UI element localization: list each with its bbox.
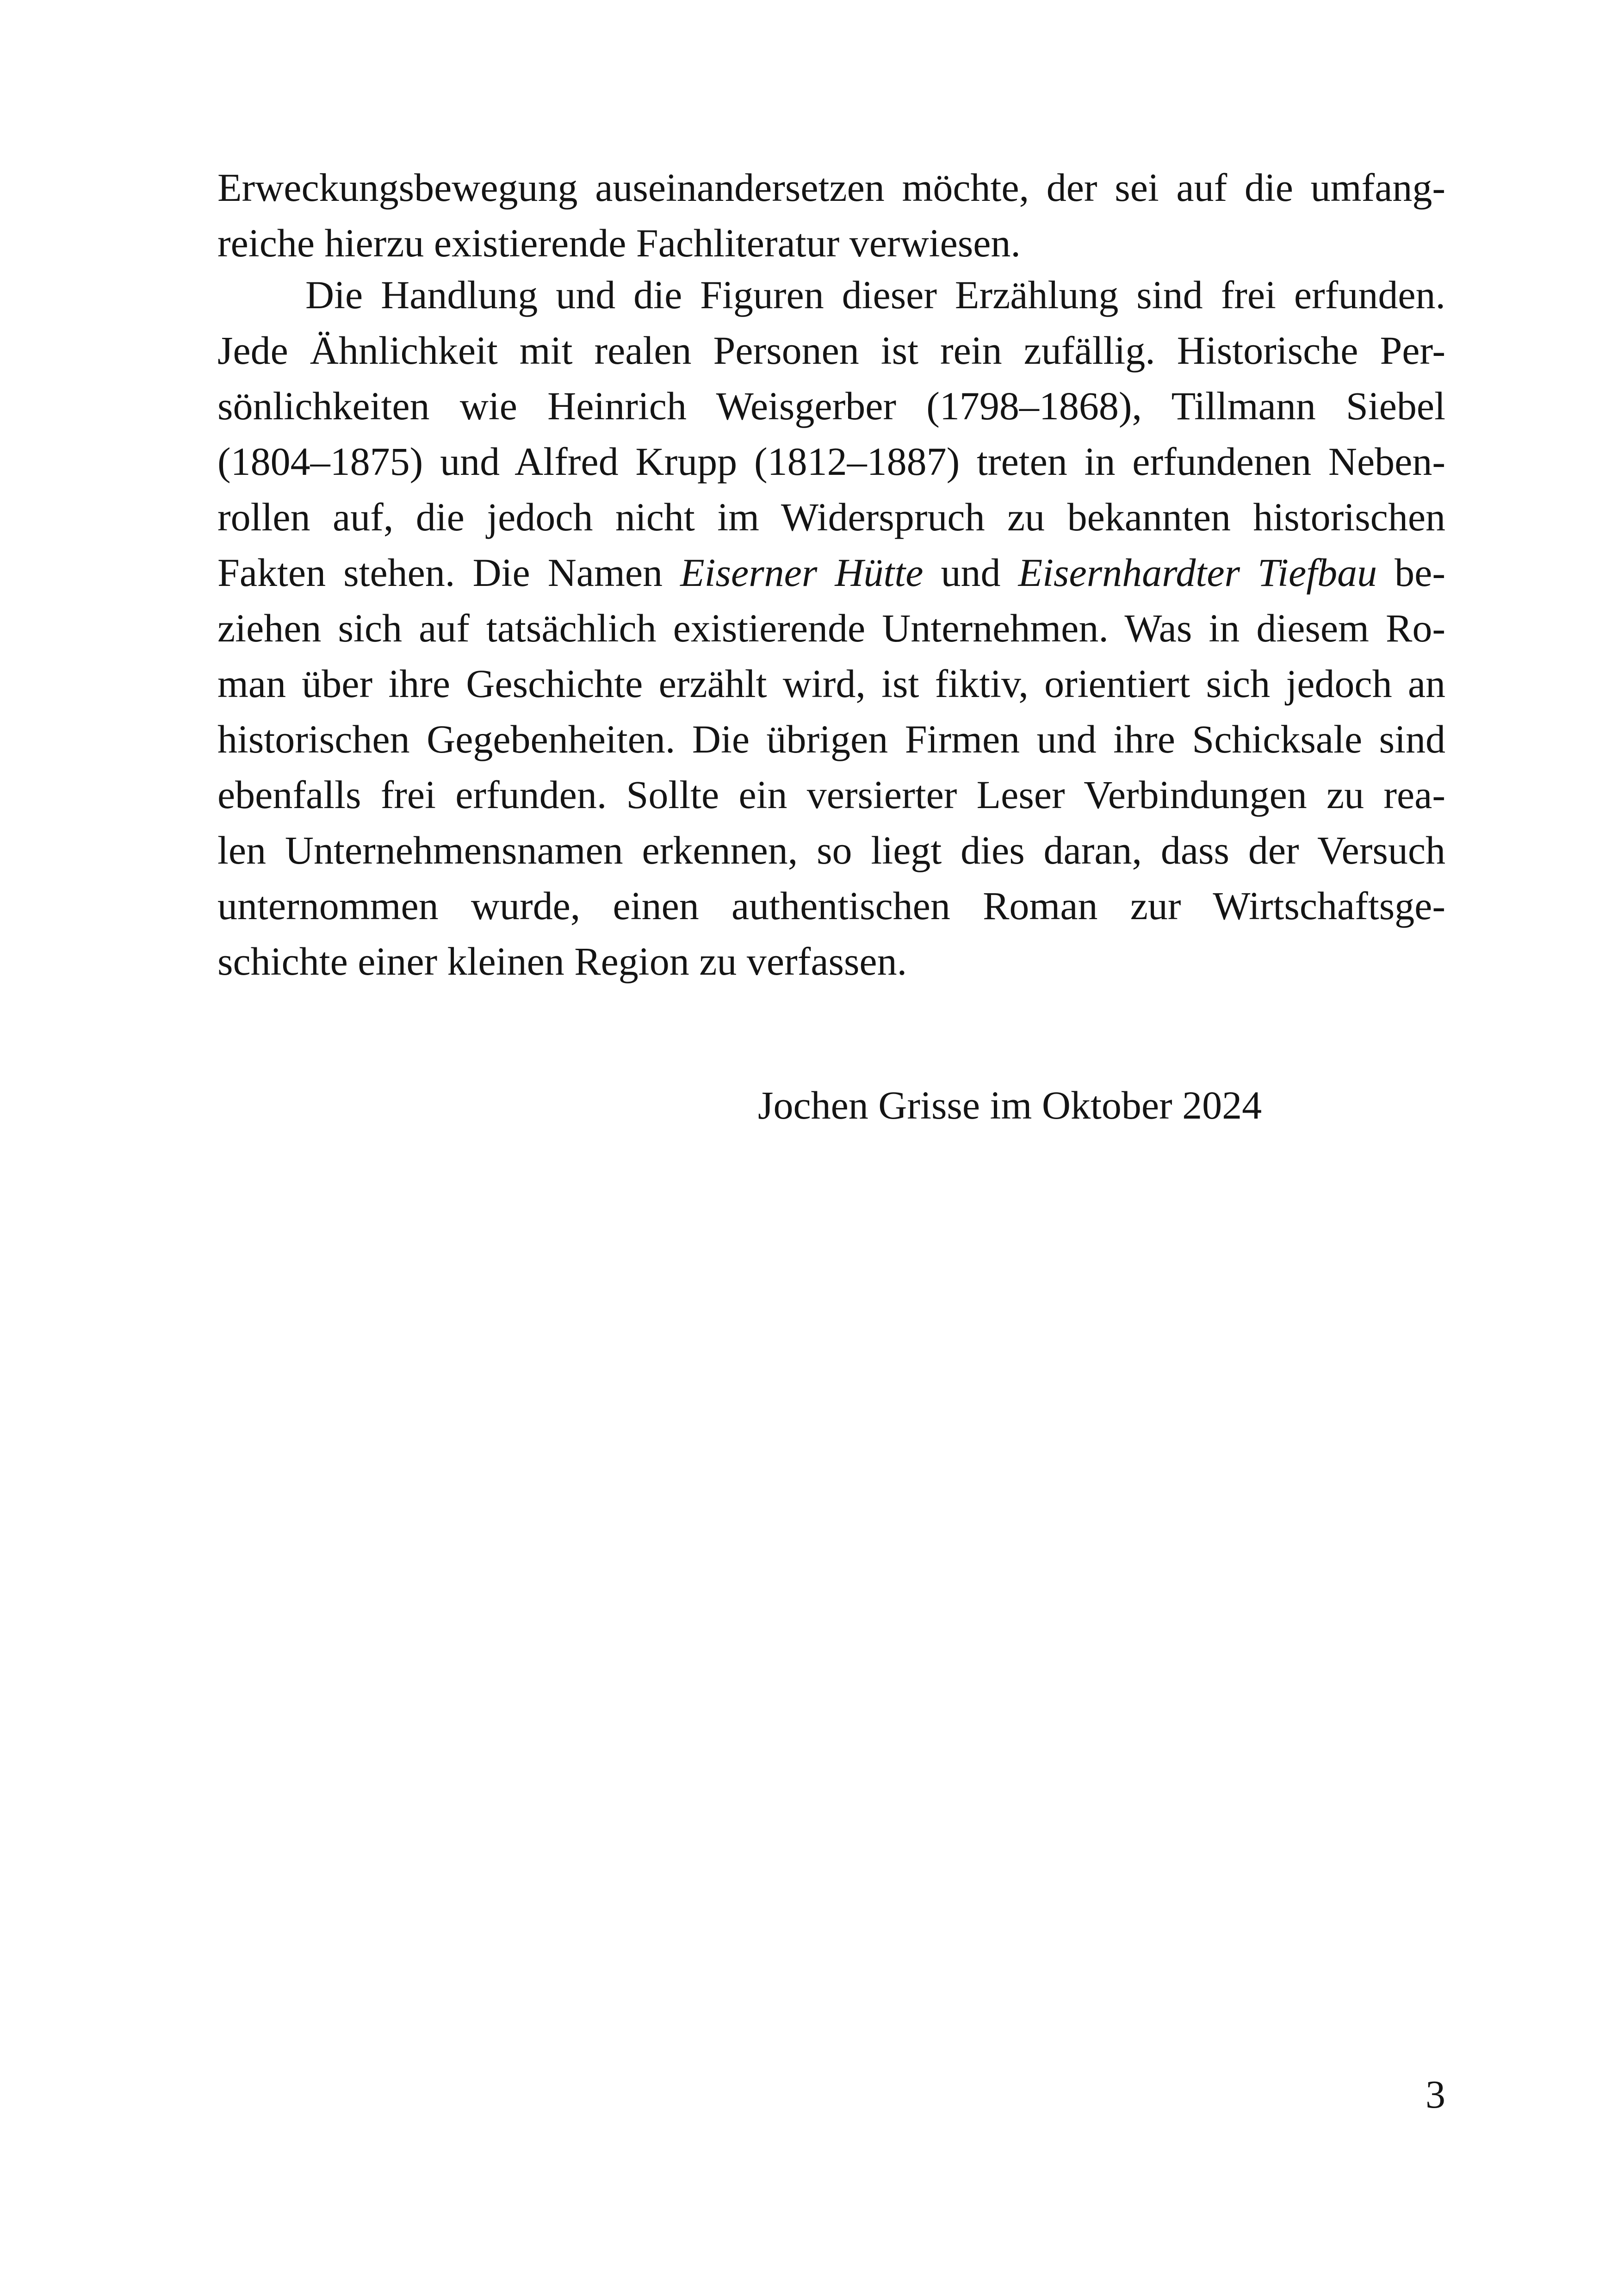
company-name-eisernhardter-tiefbau: Eisernhardter Tiefbau bbox=[1018, 550, 1377, 595]
line-6-text-before: Fakten stehen. Die Namen bbox=[217, 550, 681, 595]
paragraph-2-line-5: rollen auf, die jedoch nicht im Widerspruch zu bekannten historischen bbox=[217, 495, 1445, 539]
page-number: 3 bbox=[1426, 2072, 1445, 2116]
paragraph-2-line-9: historischen Gegebenheiten. Die übrigen Firmen und ihre Schicksale sind bbox=[217, 717, 1445, 761]
paragraph-2-line-10: ebenfalls frei erfunden. Sollte ein versierter Leser Verbindungen zu rea- bbox=[217, 772, 1445, 817]
paragraph-2-line-7: ziehen sich auf tatsächlich existierende Unternehmen. Was in diesem Ro- bbox=[217, 606, 1445, 650]
paragraph-2-line-13: schichte einer kleinen Region zu verfassen. bbox=[217, 939, 907, 983]
paragraph-2-line-2: Jede Ähnlichkeit mit realen Personen ist rein zufällig. Historische Per- bbox=[217, 328, 1445, 373]
paragraph-2-line-3: sönlichkeiten wie Heinrich Weisgerber (1798–1868), Tillmann Siebel bbox=[217, 384, 1445, 428]
paragraph-2-line-8: man über ihre Geschichte erzählt wird, ist fiktiv, orientiert sich jedoch an bbox=[217, 661, 1445, 706]
paragraph-2-line-4: (1804–1875) und Alfred Krupp (1812–1887) treten in erfundenen Neben- bbox=[217, 439, 1445, 484]
line-6-text-after: be- bbox=[1377, 550, 1445, 595]
paragraph-1-line-2: reiche hierzu existierende Fachliteratur verwiesen. bbox=[217, 221, 1021, 265]
paragraph-2-line-1: Die Handlung und die Figuren dieser Erzählung sind frei erfunden. bbox=[305, 273, 1445, 317]
company-name-eiserner-huette: Eiserner Hütte bbox=[680, 550, 924, 595]
paragraph-2-line-11: len Unternehmensnamen erkennen, so liegt dies daran, dass der Versuch bbox=[217, 828, 1445, 872]
author-signature: Jochen Grisse im Oktober 2024 bbox=[758, 1083, 1262, 1127]
line-6-text-middle: und bbox=[923, 550, 1018, 595]
paragraph-1-line-1: Erweckungsbewegung auseinandersetzen möchte, der sei auf die umfang- bbox=[217, 165, 1445, 210]
paragraph-2-line-12: unternommen wurde, einen authentischen Roman zur Wirtschaftsge- bbox=[217, 884, 1445, 928]
paragraph-2-line-6 bbox=[217, 545, 1445, 600]
